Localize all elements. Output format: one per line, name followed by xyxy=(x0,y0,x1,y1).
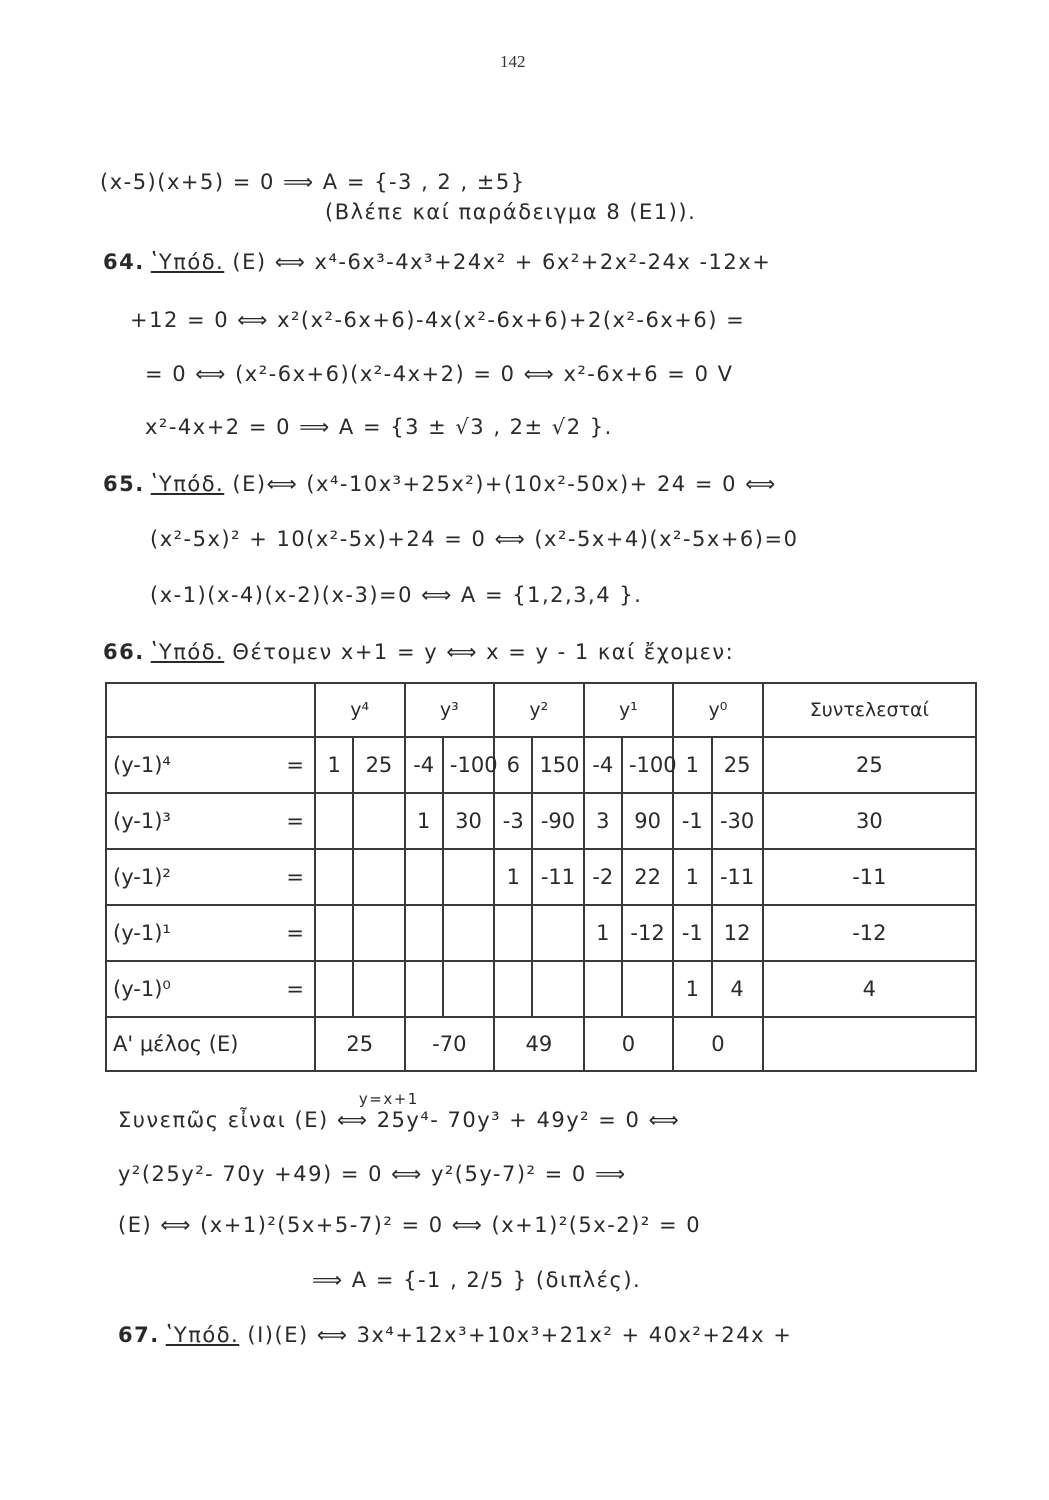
result-66-line-4: ⟹ A = {-1 , 2/5 } (διπλές). xyxy=(312,1268,642,1292)
total-cell: 25 xyxy=(315,1017,405,1071)
table-cell: -100 xyxy=(443,737,494,793)
total-cell: 0 xyxy=(673,1017,763,1071)
table-cell: 1 xyxy=(494,849,532,905)
table-header-cell: y² xyxy=(494,683,584,737)
problem-66-line-1 xyxy=(103,640,734,664)
table-header-cell: y³ xyxy=(405,683,495,737)
problem-65-line-3: (x-1)(x-4)(x-2)(x-3)=0 ⟺ A = {1,2,3,4 }. xyxy=(150,583,643,607)
table-cell: 30 xyxy=(443,793,494,849)
problem-65-hint: ʽΥπόδ. xyxy=(150,472,225,496)
row-label: (y-1)² = xyxy=(106,849,315,905)
empty-cell xyxy=(763,1017,976,1071)
row-label: (y-1)¹ = xyxy=(106,905,315,961)
table-cell: 6 xyxy=(494,737,532,793)
table-header-cell: y⁴ xyxy=(315,683,405,737)
table-cell xyxy=(405,905,443,961)
table-row xyxy=(106,737,976,793)
table-cell: -4 xyxy=(405,737,443,793)
result-66-eq-1: 25y⁴- 70y³ + 49y² = 0 ⟺ xyxy=(376,1108,681,1132)
table-cell xyxy=(584,961,622,1017)
problem-65-eq-1: (E)⟺ (x⁴-10x³+25x²)+(10x²-50x)+ 24 = 0 ⟺ xyxy=(232,472,777,496)
problem-64-line-3: = 0 ⟺ (x²-6x+6)(x²-4x+2) = 0 ⟺ x²-6x+6 = 0 V xyxy=(145,362,734,386)
table-cell xyxy=(353,961,404,1017)
problem-64-line-2: +12 = 0 ⟺ x²(x²-6x+6)-4x(x²-6x+6)+2(x²-6x+6) = xyxy=(130,308,746,332)
problem-67-hint: ʽΥπόδ. xyxy=(165,1323,240,1347)
table-header-cell: y¹ xyxy=(584,683,674,737)
table-header-cell xyxy=(106,683,315,737)
total-row-label: Α' μέλος (E) xyxy=(106,1017,315,1071)
table-cell xyxy=(494,905,532,961)
table-cell xyxy=(532,905,583,961)
problem-64-eq-1: (E) ⟺ x⁴-6x³-4x³+24x² + 6x²+2x²-24x -12x+ xyxy=(232,250,772,274)
table-row xyxy=(106,849,976,905)
substitution-label: y=x+1 xyxy=(358,1090,419,1108)
total-cell: 49 xyxy=(494,1017,584,1071)
total-cell: 0 xyxy=(584,1017,674,1071)
result-66-intro: Συνεπῶς εἶναι (E) xyxy=(118,1108,329,1132)
result-66-line-1 xyxy=(118,1090,681,1132)
problem-64-line-4: x²-4x+2 = 0 ⟹ A = {3 ± √3 , 2± √2 }. xyxy=(145,415,613,439)
table-cell xyxy=(443,961,494,1017)
problem-66-label: 66. xyxy=(103,640,145,664)
table-row xyxy=(106,961,976,1017)
table-cell: 25 xyxy=(353,737,404,793)
coefficient-cell: 25 xyxy=(763,737,976,793)
table-cell xyxy=(315,905,353,961)
table-cell: -100 xyxy=(622,737,673,793)
table-cell xyxy=(405,849,443,905)
table-cell xyxy=(315,849,353,905)
table-cell xyxy=(353,849,404,905)
table-cell xyxy=(315,961,353,1017)
table-cell xyxy=(443,905,494,961)
table-cell: 1 xyxy=(315,737,353,793)
table-cell: 22 xyxy=(622,849,673,905)
problem-67-label: 67. xyxy=(118,1323,160,1347)
table-cell: 1 xyxy=(673,737,711,793)
result-66-line-3: (E) ⟺ (x+1)²(5x+5-7)² = 0 ⟺ (x+1)²(5x-2)² = 0 xyxy=(118,1213,702,1237)
table-cell: -12 xyxy=(622,905,673,961)
page-number: 142 xyxy=(500,52,526,71)
row-label: (y-1)⁴ = xyxy=(106,737,315,793)
coefficient-table xyxy=(105,682,977,1072)
table-cell: -11 xyxy=(532,849,583,905)
problem-65-line-2: (x²-5x)² + 10(x²-5x)+24 = 0 ⟺ (x²-5x+4)(x²-5x+6)=0 xyxy=(150,527,799,551)
table-cell: -3 xyxy=(494,793,532,849)
table-cell: 150 xyxy=(532,737,583,793)
table-cell: 1 xyxy=(673,849,711,905)
row-label: (y-1)³ = xyxy=(106,793,315,849)
table-cell: 1 xyxy=(673,961,711,1017)
table-row xyxy=(106,905,976,961)
table-cell: -1 xyxy=(673,905,711,961)
result-66-line-2: y²(25y²- 70y +49) = 0 ⟺ y²(5y-7)² = 0 ⟹ xyxy=(118,1162,627,1186)
problem-64-hint: ʽΥπόδ. xyxy=(150,250,225,274)
problem-64-line-1 xyxy=(103,250,771,274)
table-header-cell: y⁰ xyxy=(673,683,763,737)
table-cell xyxy=(315,793,353,849)
table-header-cell: Συντελεσταί xyxy=(763,683,976,737)
table-cell: 3 xyxy=(584,793,622,849)
table-cell xyxy=(532,961,583,1017)
substitution-arrow xyxy=(336,1090,419,1132)
table-cell xyxy=(443,849,494,905)
table-total-row xyxy=(106,1017,976,1071)
line-result-63: (x-5)(x+5) = 0 ⟹ A = {-3 , 2 , ±5} xyxy=(100,170,526,194)
line-see-example: (Βλέπε καί παράδειγμα 8 (Ε1)). xyxy=(325,200,697,224)
table-cell xyxy=(405,961,443,1017)
table-cell xyxy=(494,961,532,1017)
table-cell: -11 xyxy=(712,849,763,905)
coefficient-cell: 30 xyxy=(763,793,976,849)
problem-67-line-1 xyxy=(118,1323,792,1347)
substitution-arrow-glyph: ⟺ xyxy=(336,1108,369,1132)
table-cell: 90 xyxy=(622,793,673,849)
table-header-row xyxy=(106,683,976,737)
table-cell: 1 xyxy=(584,905,622,961)
table-cell: 4 xyxy=(712,961,763,1017)
table-cell xyxy=(353,793,404,849)
problem-65-label: 65. xyxy=(103,472,145,496)
table-cell: -4 xyxy=(584,737,622,793)
coefficient-cell: -12 xyxy=(763,905,976,961)
coefficient-cell: 4 xyxy=(763,961,976,1017)
problem-66-eq-1: Θέτομεν x+1 = y ⟺ x = y - 1 καί ἔχομεν: xyxy=(232,640,735,664)
problem-64-label: 64. xyxy=(103,250,145,274)
problem-66-hint: ʽΥπόδ. xyxy=(150,640,225,664)
table-cell: 25 xyxy=(712,737,763,793)
table-cell xyxy=(622,961,673,1017)
problem-65-line-1 xyxy=(103,472,777,496)
table-cell xyxy=(353,905,404,961)
table-cell: -2 xyxy=(584,849,622,905)
total-cell: -70 xyxy=(405,1017,495,1071)
row-label: (y-1)⁰ = xyxy=(106,961,315,1017)
table-cell: -90 xyxy=(532,793,583,849)
table-cell: -1 xyxy=(673,793,711,849)
table-cell: 1 xyxy=(405,793,443,849)
coefficient-cell: -11 xyxy=(763,849,976,905)
table-cell: -30 xyxy=(712,793,763,849)
table-row xyxy=(106,793,976,849)
table-cell: 12 xyxy=(712,905,763,961)
problem-67-eq-1: (I)(E) ⟺ 3x⁴+12x³+10x³+21x² + 40x²+24x + xyxy=(247,1323,793,1347)
